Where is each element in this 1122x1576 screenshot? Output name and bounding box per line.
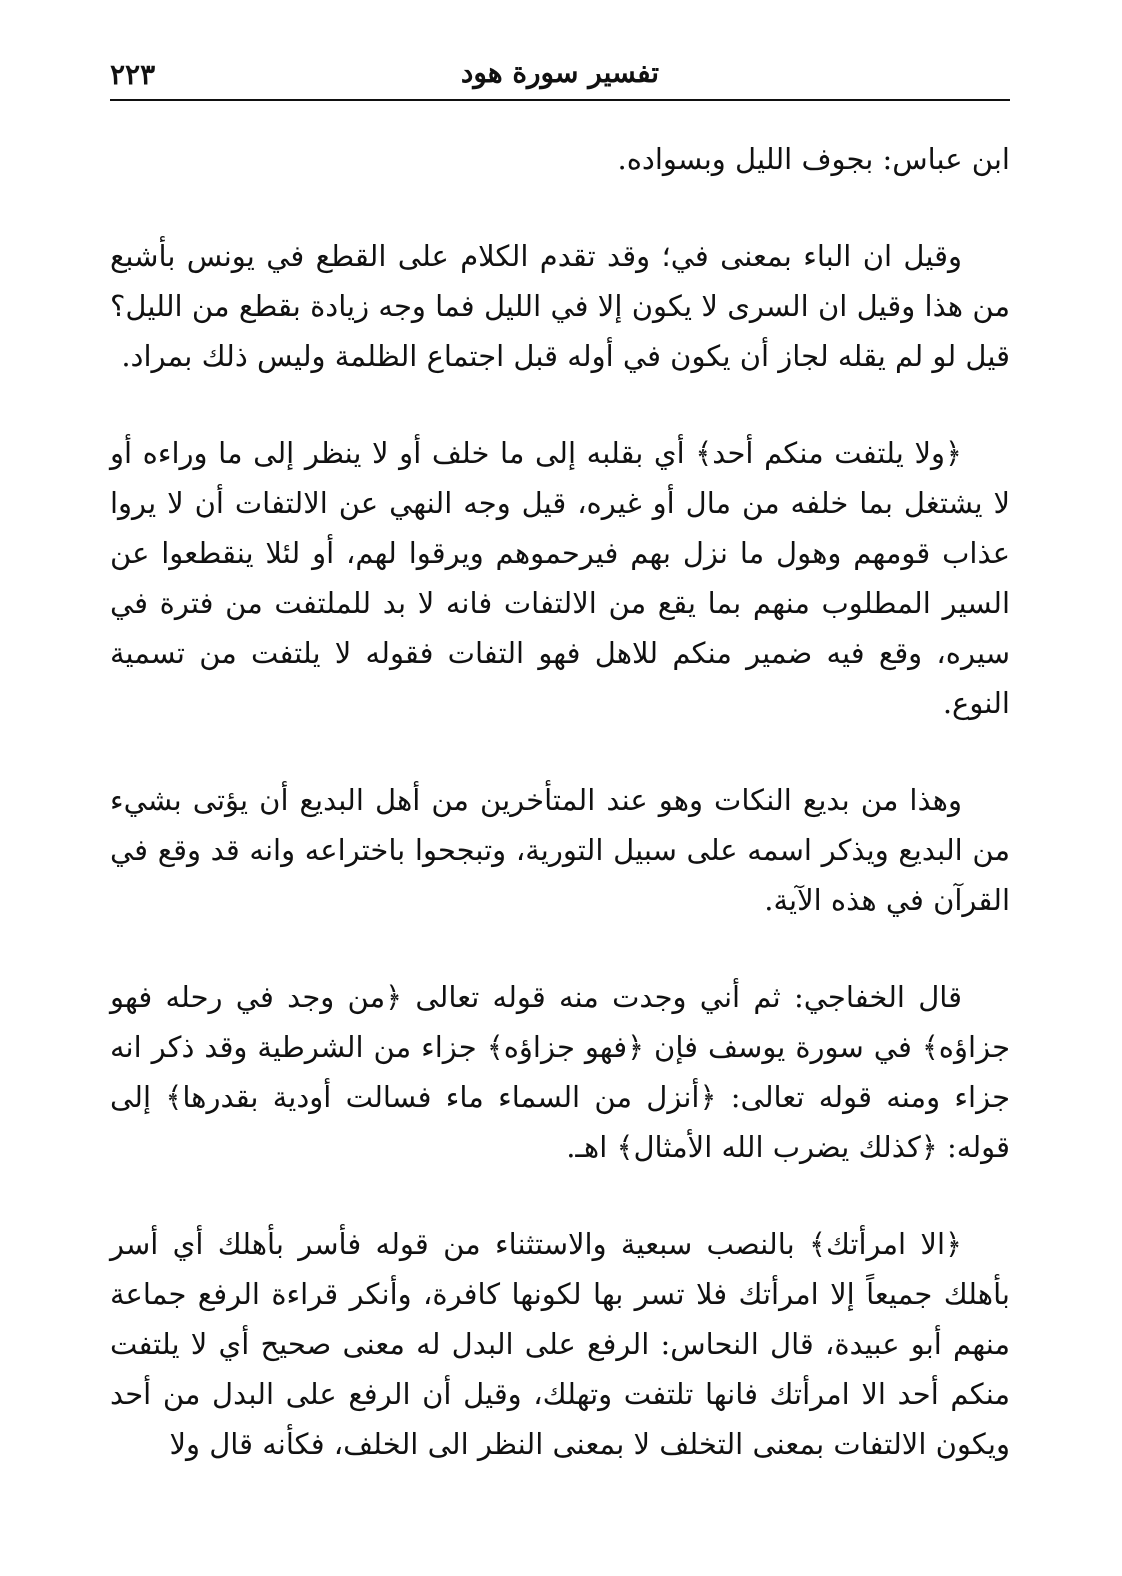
paragraph-4: وهذا من بديع النكات وهو عند المتأخرين من أهل البديع أن يؤتى بشيء من البديع ويذكر اسمه على سبيل التورية، وتبجحوا باختراعه وانه قد وقع في القرآن في هذه الآية. (110, 783, 1010, 917)
paragraph-1: ابن عباس: بجوف الليل وبسواده. (617, 142, 1010, 176)
paragraph-3: ﴿ولا يلتفت منكم أحد﴾ أي بقلبه إلى ما خلف أو لا ينظر إلى ما وراءه أو لا يشتغل بما خلفه من مال أو غيره، قيل وجه النهي عن الالتفات أن لا يروا عذاب قومهم وهول ما نزل بهم فيرحموهم ويرقوا لهم، أو لئلا ينقطعوا عن السير المطلوب منهم بما يقع من الالتفات فانه لا بد للملتفت من فترة في سيره، وقع فيه ضمير منكم للاهل فهو التفات فقوله لا يلتفت من تسمية النوع. (110, 436, 1010, 720)
body-text (110, 128, 1010, 1516)
running-title: تفسير سورة هود (460, 56, 660, 89)
running-header (110, 50, 1010, 96)
paragraph-2: وقيل ان الباء بمعنى في؛ وقد تقدم الكلام على القطع في يونس بأشبع من هذا وقيل ان السرى لا يكون إلا في الليل فما وجه زيادة بقطع من الليل؟ قيل لو لم يقله لجاز أن يكون في أوله قبل اجتماع الظلمة وليس ذلك بمراد. (110, 239, 1010, 373)
page-number: ٢٢٣ (110, 58, 156, 91)
paragraph-5: قال الخفاجي: ثم أني وجدت منه قوله تعالى ﴿من وجد في رحله فهو جزاؤه﴾ في سورة يوسف فإن ﴿فهو جزاؤه﴾ جزاء من الشرطية وقد ذكر انه جزاء ومنه قوله تعالى: ﴿أنزل من السماء ماء فسالت أودية بقدرها﴾ إلى قوله: ﴿كذلك يضرب الله الأمثال﴾ اهـ. (110, 980, 1010, 1164)
header-rule (110, 99, 1010, 101)
paragraph-6: ﴿الا امرأتك﴾ بالنصب سبعية والاستثناء من قوله فأسر بأهلك أي أسر بأهلك جميعاً إلا امرأتك فلا تسر بها لكونها كافرة، وأنكر قراءة الرفع جماعة منهم أبو عبيدة، قال النحاس: الرفع على البدل له معنى صحيح أي لا يلتفت منكم أحد الا امرأتك فانها تلتفت وتهلك، وقيل أن الرفع على البدل من أحد ويكون الالتفات بمعنى التخلف لا بمعنى النظر الى الخلف، فكأنه قال ولا (110, 1227, 1010, 1461)
